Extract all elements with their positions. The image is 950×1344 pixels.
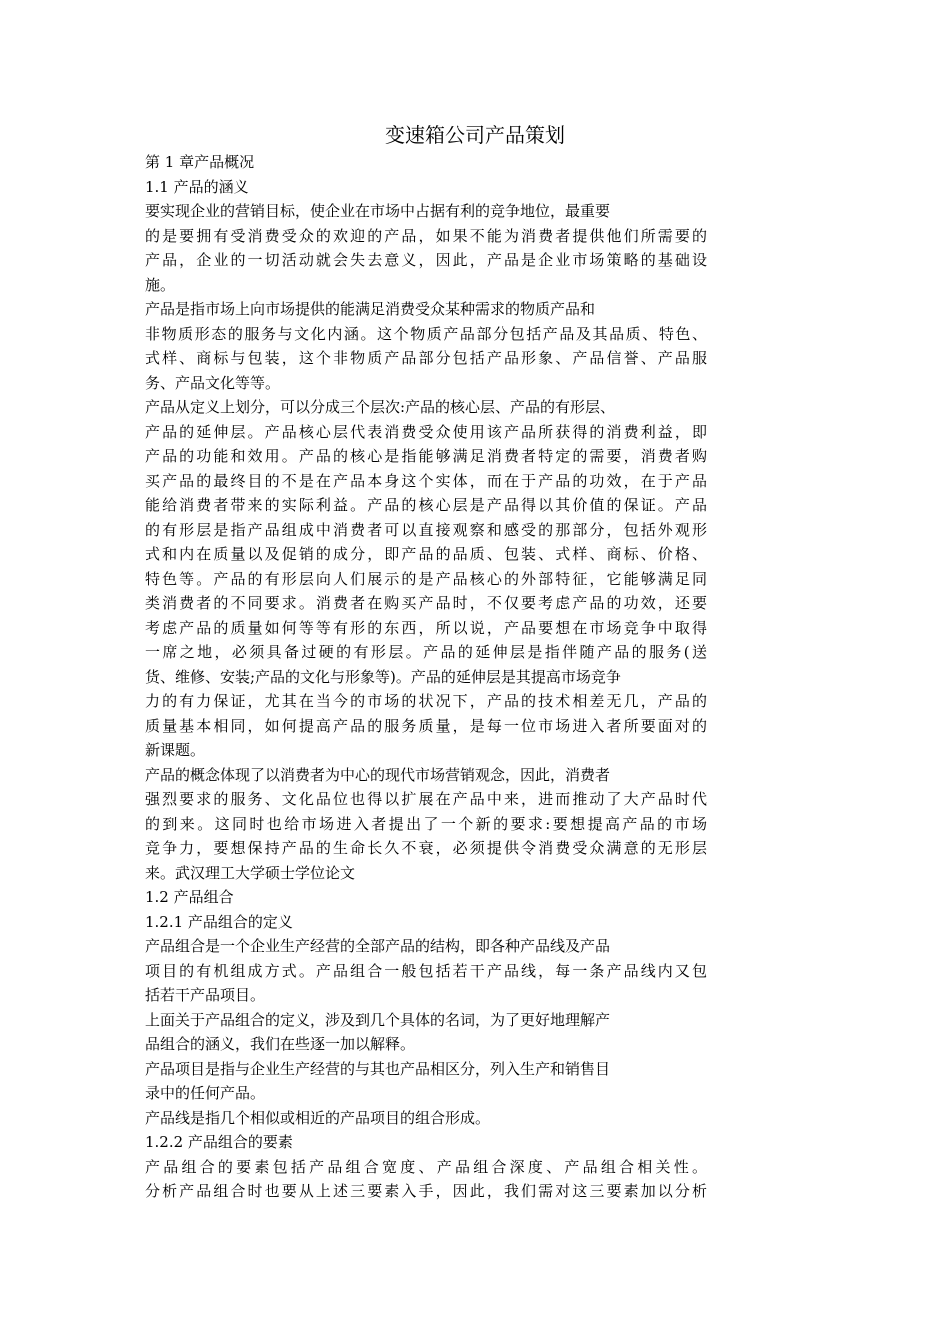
text-line: 非物质形态的服务与文化内涵。这个物质产品部分包括产品及其品质、特色、 bbox=[145, 324, 707, 343]
text-line: 竞争力，要想保持产品的生命长久不衰，必须提供令消费受众满意的无形层 bbox=[145, 839, 707, 857]
text-line: 新课题。 bbox=[145, 741, 206, 759]
text-line: 产品的概念体现了以消费者为中心的现代市场营销观念，因此，消费者 bbox=[145, 765, 611, 784]
text-line: 产品，企业的一切活动就会失去意义，因此，产品是企业市场策略的基础设 bbox=[145, 251, 707, 269]
text-line: 买产品的最终目的不是在产品本身这个实体，而在于产品的功效，在于产品 bbox=[145, 471, 707, 490]
text-line: 产品项目是指与企业生产经营的与其也产品相区分，列入生产和销售目 bbox=[145, 1059, 611, 1078]
text-line: 的有形层是指产品组成中消费者可以直接观察和感受的那部分，包括外观形 bbox=[145, 520, 707, 539]
text-line: 产品线是指几个相似或相近的产品项目的组合形成。 bbox=[145, 1108, 491, 1127]
text-line: 力的有力保证，尤其在当今的市场的状况下，产品的技术相差无几，产品的 bbox=[145, 692, 707, 710]
text-line: 产品的功能和效用。产品的核心是指能够满足消费者特定的需要，消费者购 bbox=[145, 447, 707, 465]
text-line: 项目的有机组成方式。产品组合一般包括若干产品线，每一条产品线内又包 bbox=[145, 961, 707, 980]
text-line: 第 1 章产品概况 bbox=[145, 153, 255, 171]
text-line: 的是要拥有受消费受众的欢迎的产品，如果不能为消费者提供他们所需要的 bbox=[145, 226, 707, 245]
text-line: 施。 bbox=[145, 275, 176, 294]
text-line: 务、产品文化等等。 bbox=[145, 373, 281, 392]
text-line: 质量基本相同，如何提高产品的服务质量，是每一位市场进入者所要面对的 bbox=[145, 716, 707, 735]
text-line: 一席之地，必须具备过硬的有形层。产品的延伸层是指伴随产品的服务(送 bbox=[145, 643, 707, 661]
text-line: 产品组合的要素包括产品组合宽度、产品组合深度、产品组合相关性。 bbox=[145, 1157, 707, 1176]
text-line: 式和内在质量以及促销的成分，即产品的品质、包装、式样、商标、价格、 bbox=[145, 545, 707, 563]
text-line: 产品是指市场上向市场提供的能满足消费受众某种需求的物质产品和 bbox=[145, 300, 596, 318]
text-line: 产品从定义上划分，可以分成三个层次:产品的核心层、产品的有形层、 bbox=[145, 398, 616, 416]
text-line: 要实现企业的营销目标，使企业在市场中占据有利的竞争地位，最重要 bbox=[145, 202, 611, 220]
text-line: 1.2.1 产品组合的定义 bbox=[145, 912, 293, 931]
text-line: 录中的任何产品。 bbox=[145, 1084, 266, 1102]
text-line: 来。武汉理工大学硕士学位论文 bbox=[145, 863, 356, 882]
text-line: 强烈要求的服务、文化品位也得以扩展在产品中来，进而推动了大产品时代 bbox=[145, 790, 707, 808]
text-line: 1.2 产品组合 bbox=[145, 888, 234, 906]
text-line: 能给消费者带来的实际利益。产品的核心层是产品得以其价值的保证。产品 bbox=[145, 496, 707, 514]
document-body bbox=[145, 150, 707, 1204]
text-line: 的到来。这同时也给市场进入者提出了一个新的要求:要想提高产品的市场 bbox=[145, 814, 707, 833]
text-line: 货、维修、安装;产品的文化与形象等)。产品的延伸层是其提高市场竞争 bbox=[145, 667, 621, 686]
text-line: 产品组合是一个企业生产经营的全部产品的结构，即各种产品线及产品 bbox=[145, 937, 611, 955]
document-title: 变速箱公司产品策划 bbox=[385, 123, 565, 147]
text-line: 品组合的涵义，我们在些逐一加以解释。 bbox=[145, 1035, 416, 1053]
text-line: 分析产品组合时也要从上述三要素入手，因此，我们需对这三要素加以分析 bbox=[145, 1182, 707, 1200]
text-line: 括若干产品项目。 bbox=[145, 986, 266, 1004]
text-line: 1.2.2 产品组合的要素 bbox=[145, 1133, 293, 1151]
text-line: 考虑产品的质量如何等等有形的东西，所以说，产品要想在市场竞争中取得 bbox=[145, 618, 707, 637]
text-line: 特色等。产品的有形层向人们展示的是产品核心的外部特征，它能够满足同 bbox=[145, 569, 707, 588]
text-line: 1.1 产品的涵义 bbox=[145, 177, 249, 196]
text-line: 上面关于产品组合的定义，涉及到几个具体的名词，为了更好地理解产 bbox=[145, 1010, 611, 1029]
text-line: 类消费者的不同要求。消费者在购买产品时，不仅要考虑产品的功效，还要 bbox=[145, 594, 707, 612]
text-line: 产品的延伸层。产品核心层代表消费受众使用该产品所获得的消费利益，即 bbox=[145, 422, 707, 441]
text-line: 式样、商标与包装，这个非物质产品部分包括产品形象、产品信誉、产品服 bbox=[145, 349, 707, 367]
